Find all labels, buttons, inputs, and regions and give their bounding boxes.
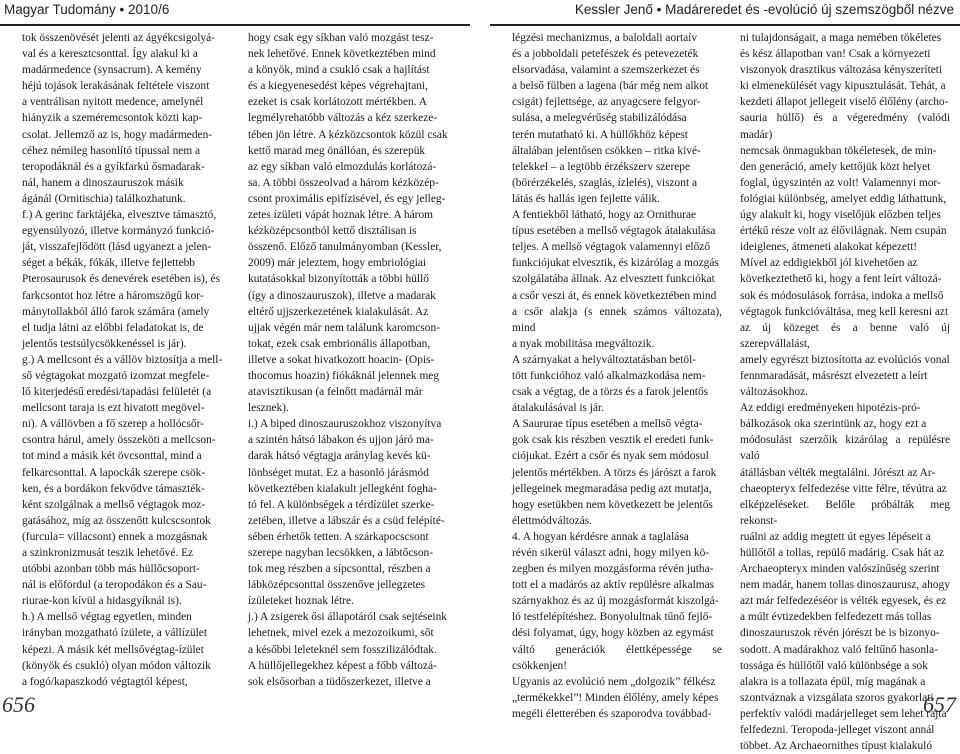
page-number-right: 657 [923, 692, 956, 717]
running-head [0, 0, 960, 22]
text-column-3: légzési mechanizmus, a baloldali aortaív és a jobboldali petefészek és petevezeték elsorvadása, valamint a szemszerkezet és a belső fülben a lagena (bár még nem alkot csigát) fejlettsége, az anyagcsere felgyor- sulása, a melegvérűség stabilizálódása terén mutatható ki. A hüllőkhöz képest általában jelentősen csökken – ritka kivé- telekkel – a legtöbb érzékszerv szerepe (bőrérzékelés, szaglás, ízlelés), viszont a látás és hallás igen fejlette válik. A fentiekből látható, hogy az Ornithurae típus esetében a mellső végtagok átalakulása teljes. A mellső végtagok valamennyi előző funkciójukat elvesztik, és kizárólag a mozgás szolgálatába állnak. Az elvesztett funkciókat a csőr veszi át, és ennek következtében mind a csőr alakja (s ennek számos változata), mind a nyak mobilitása megváltozik. A szárnyakat a helyváltoztatásban betöl- tött funkcióhoz való alkalmazkodása nem- csak a végtag, de a törzs és a farok jelentős átalakulásával is jár. A Saururae típus esetében a mellső végta- gok csak kis részben vesztik el eredeti funk- ciójukat. Ezért a csőr és nyak sem módosul jelentős mértékben. A törzs és járószt a farok jellegeinek megmaradása pedig azt mutatja, hogy esetükben nem következett be jelentős élettmódváltozás. 4. A hogyan kérdésre annak a taglalása révén sikerül választ adni, hogy milyen kö- zegben és milyen mozgásforma révén jutha- tott el a madárós az aktív repülésre alkalmas szárnyakhoz és az új mozgásformát kiszolgá- ló testfelépítéshez. Bonyolultnak tűnő fejlő- dési folyamat, úgy, hogy közben az egymást váltó generációk élettképessége se csökkenjen! Ugyanis az evolúció nem „dolgozik” félkész „termékekkel”! Minden élőlény, amely képes megéli életterében és szaporodva továbbad- [512, 32, 722, 720]
text-column-2: hogy csak egy síkban való mozgást tesz- nek lehetővé. Ennek következtében mind a könyök, mind a csukló csak a hajlítást és a kiegyenesedést képes végrehajtani, ezeket is csak korlátozott mértékben. A legmélyrehatóbb változás a kéz szerkeze- tében jön létre. A kézközcsontok közül csak kettő marad meg önállóan, és szerepük az egy síkban való elmozdulás korlátozá- sa. A többi összeolvad a három kézközép- csont proximális epifízisével, és egy jelleg- zetes ízületi vápát hoznak létre. A három kézközépcsontból kettő disztálisan is összenő. Előző tanulmányomban (Kessler, 2009) már jeleztem, hogy embriológiai kutatásokkal bizonyították a többi hüllő (így a dinoszauruszok), illetve a madarak eltérő ujjszerkezetének kialakulását. Az ujjak végén már nem találunk karomcson- tokat, ezek csak embrionális állapotban, illetve a sokat hivatkozott hoacin- (Opis- thocomus hoazin) fiókáknál jelennek meg atavisztikusan (a felnőtt madárnál már lesznek). i.) A biped dinoszauruszokhoz viszonyítva a szintén hátsó lábakon és ujjon járó ma- darak hátsó végtagja aránylag kevés kü- lönbséget mutat. Ez a hasonló járásmód következtében kialakult jellegként fogha- tó fel. A különbségek a térdízület szerke- zetében, illetve a lábszár és a csüd felépíté- sében érhetők tetten. A szárkapocscsont szerepe nagyban lecsökken, a lábtőcson- tok meg részben a sípcsonttal, részben a lábközépcsonttal összenőve jellegzetes ízületeket hoznak létre. j.) A zsigerek ősi állapotáról csak sejtéseink lehetnek, mivel ezek a mezozoikumi, sőt a későbbi leleteknél sem fosszilizálódtak. A hüllőjellegekhez képest a főbb változá- sok elsősorban a tüdőszerkezet, illetve a [248, 32, 448, 688]
article-title-header: Kessler Jenő • Madáreredet és -evolúció új szemszögből nézve [574, 2, 954, 17]
page-number-left: 656 [2, 692, 35, 717]
text-column-4: ni tulajdonságait, a maga nemében tökéletes és kész állapotban van! Csak a környezeti viszonyok drasztikus változása kényszeríteti ki elmenekülését vagy kipusztulását. Tehát, a kezdeti állapot jellegeit viselő élőlény (archo- sauria hüllő) és a végeredmény (valódi madár) nemcsak önmagukban tökéletesek, de min- den generáció, amely kettőjük közt helyet foglal, úgyszintén az volt! Valamennyi mor- fológiai különbség, amelyet eddig láthattunk, úgy alakult ki, hogy viselőjük előzben teljes értékű része volt az élővilágnak. Nem csupán ideiglenes, átmeneti alakokat képezett! Mível az eddigiekből jól kivehetően az következtethető ki, hogy a fent leírt változá- sok és módosulások forrása, indoka a mellső végtagok funkcióváltása, meg kell keresni azt az új közeget és a benne való új szerepvállalást, amely egyrészt biztosította az evolúciós vonal fennmaradását, másrészt elvezetett a leírt változásokhoz. Az eddigi eredményeken hipotézis-pró- bálkozások oka szerintünk az, hogy ezt a módosulást szerzőik kizárólag a repülésre való átállásban vélték megtalálni. Jórészt az Ar- chaeopteryx felfedezése vitte félre, tévútra az elképzeléseket. Belőle próbálták meg rekonst- ruálni az addig megtett út egyes lépéseit a hüllőtől a tollas, repülő madárig. Csak hát az Archaeopteryx minden valószínűség szerint nem madár, hanem tollas dinoszaurusz, ahogy azt már felfedezéséor is vélték egyesek, és ez a múlt évtizedekben felfedezett más tollas dinoszauruszok révén jórészt be is bizonyo- sodott. A madárakhoz való feltűnő hasonla- tossága és hüllőtől való különbsége a sok alakra is a tollazata épül, míg magának a szontváznak a vizsgálata szoros gyakorlati perfektív valódi madárjelleget sem lehet rajta felfedezni. Teropoda-jelleget viszont annál többet. Az Archaeornithes típust kialakuló [740, 32, 950, 753]
text-column-1: tok összenövését jelenti az ágyékcsigolyá- val és a keresztcsonttal. Így alakul ki a madármedence (synsacrum). A kemény héjú tojások lerakásának feltétele viszont a ventrálisan nyitott medence, amelynél hiányzik a szeméremcsontok közti kap- csolat. Jellemző az is, hogy madármeden- céhez némileg hasonlító típussal nem a teropodáknál és a gyíkfarkú ősmadarak- nál, hanem a dinoszauruszok másik ágánál (Ornitischia) találkozhatunk. f.) A gerinc farktájéka, elvesztve támasztó, egyensúlyozó, illetve kormányzó funkció- ját, visszafejlődött (lásd ugyanezt a jelen- séget a békák, fókák, illetve fejlettebb Pterosaurusok és denevérek esetében is), és farkcsontot hoz létre a háromszögű kor- mánytollakból álló farok számára (amely el tudja látni az előbbi feladatokat is, de jelentős testsúlycsökkenéssel is jár). g.) A mellcsont és a vállöv biztosítja a mell- ső végtagokat mozgató izomzat megfele- lő kiterjedésű eredési/tapadási felületét (a mellcsont taraja is ezt hivatott megövel- ni). A vállövben a fő szerep a hollócsőr- csontra hárul, amely összeköti a mellcson- tot mind a másik két övcsonttal, mind a felkarcsonttal. A lapockák szerepe csök- ken, és a bordákon fekvődve támaszték- ként szolgálnak a mellső végtagok moz- gatásához, míg az összenőtt kulcscsontok (furcula= villacsont) ennek a mozgásnak a szinkronizmusát teszik lehetővé. Ez utóbbi azonban több más hüllőcsoport- nál is előfordul (a teropodákon és a Sau- riurae-kon kívül a hidasgyíknál is). h.) A mellső végtag egyetlen, minden irányban mozgatható ízülete, a vállízület képezi. A másik két mellsővégtag-ízület (könyök és csukló) olyan módon változik a fogó/kapaszkodó végtagtól képest, [22, 32, 223, 688]
journal-issue-header: Magyar Tudomány • 2010/6 [4, 2, 170, 17]
header-rule-left [0, 24, 470, 26]
header-rule-right [490, 24, 960, 26]
page-gutter [479, 30, 480, 690]
